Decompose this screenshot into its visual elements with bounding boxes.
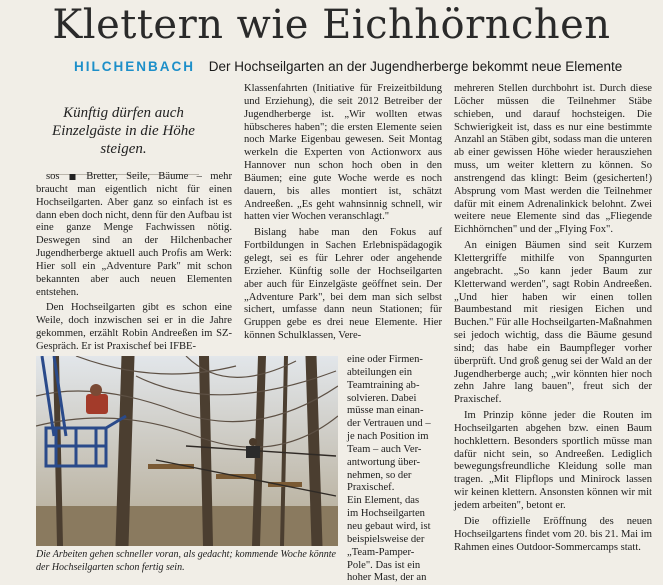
square-bullet-icon bbox=[68, 173, 78, 181]
text-line: im Hochseilgarten bbox=[347, 508, 425, 520]
headline: Klettern wie Eichhörnchen bbox=[52, 2, 611, 48]
subheadline: Der Hochseilgarten an der Jugendherberge bekommt neue Elemente bbox=[208, 59, 623, 74]
article-column-2-narrow bbox=[347, 354, 431, 585]
text-line: Praxischef. bbox=[347, 482, 395, 494]
article-column-3 bbox=[454, 83, 652, 554]
text-line: nehmen, so der bbox=[347, 469, 412, 481]
paragraph: Im Prinzip könne jeder die Routen im Hochseilgarten abgehen bzw. einen Baum hochklettern. Besonders sportlich müsse man dafür nicht sein, so Andreeßen. Lediglich bewegungsfreundliche Kleidung solle man tragen. „Mit Flipflops und Minirock lassen wir keinen klettern. Ansonsten können wir mit jedem arbeiten", betont er. bbox=[454, 410, 652, 511]
text-line: Teamtraining ab- bbox=[347, 379, 420, 391]
text-line: beispielsweise der bbox=[347, 533, 425, 545]
article-column-1 bbox=[36, 171, 232, 354]
text-line: Team – auch Ver- bbox=[347, 443, 422, 455]
kicker bbox=[74, 58, 622, 76]
text-line: „Team-Pamper- bbox=[347, 546, 415, 558]
text-line: müsse man einan- bbox=[347, 405, 424, 417]
pull-quote bbox=[36, 104, 211, 175]
paragraph: Klassenfahrten (Initiative für Freizeitbildung und Erziehung), die seit 2012 Betreiber der Jugendherberge ist. „Wir wollten etwas hübscheres haben"; die ersten Elemente seien noch Marke Eigenbau gewesen. Seit Montag werkeln die Experten von Actionworx aus Hannover nun schon hoch oben in den Bäumen; eine gute Woche werde es noch dauern, bis alles montiert ist, schätzt Andreeßen. „Es geht wahnsinnig schnell, wir hatten vier Wochen veranschlagt." bbox=[244, 83, 442, 223]
text-line: abteilungen ein bbox=[347, 366, 413, 378]
text-line: Ein Element, das bbox=[347, 495, 420, 507]
text-line: Pole". Das ist ein bbox=[347, 559, 421, 571]
article-column-2 bbox=[244, 83, 442, 343]
article-photo bbox=[36, 356, 338, 546]
photo-caption: Die Arbeiten gehen schneller voran, als gedacht; kommende Woche könnte der Hochseilgarten schon fertig sein. bbox=[36, 549, 336, 573]
paragraph: Bislang habe man den Fokus auf Fortbildungen in Sachen Erlebnispädagogik gelegt, sei es für Lehrer oder angehende Erzieher. Künftig solle der Hochseilgarten aber auch für Einzelgäste geöffnet sein. Der „Adventure Park", bei dem man sich selbst sichert, umfasse dann neun Stationen; für Gruppen gebe es drei neue Elemente. Hier können Schulklassen, Vere- bbox=[244, 227, 442, 342]
pull-quote-text: Künftig dürfen auch Einzelgäste in die Höhe steigen. bbox=[52, 105, 195, 157]
text-line: neu gebaut wird, ist bbox=[347, 520, 431, 532]
location-label: HILCHENBACH bbox=[74, 59, 195, 74]
paragraph: An einigen Bäumen sind seit Kurzem Klettergriffe mithilfe von Spanngurten angebracht. „So kann jeder Baum zur Kletterwand werden", sagt Robin Andreeßen. „Und hier haben wir einen tollen Baumbestand mit riesigen Eichen und Buchen." Für alle Hochseilgarten-Maßnahmen sei jedoch wichtig, dass die Bäume gesund sind; das habe ein Baumpfleger vorher überprüft. Und groß genug sei der Wald an der Jugendherberge auch; „wir könnten hier noch zehn Jahre lang bauen", freut sich der Praxischef. bbox=[454, 240, 652, 406]
text-line: hoher Mast, der an bbox=[347, 572, 427, 584]
text-line: eine oder Firmen- bbox=[347, 354, 423, 365]
paragraph: Den Hochseilgarten gibt es schon eine Weile, doch inzwischen sei er in die Jahre gekommen, erzählt Robin Andreeßen im SZ-Gespräch. Er ist Praxischef bei IFBE- bbox=[36, 302, 232, 352]
text-line: der Vertrauen und – bbox=[347, 418, 431, 430]
text-line: antwortung über- bbox=[347, 456, 421, 468]
paragraph: Die offizielle Eröffnung des neuen Hochseilgartens findet vom 20. bis 21. Mai im Rahmen eines Outdoor-Sommercamps statt. bbox=[454, 515, 652, 553]
text-line: je nach Position im bbox=[347, 431, 429, 443]
photo-illustration bbox=[36, 356, 338, 546]
paragraph: Bretter, Seile, Bäume – mehr braucht man eigentlich nicht für einen Hochseilgarten. Aber ganz so einfach ist es dann eben doch nicht, denn für den Aufbau ist eine ganze Menge Fachwissen nötig. Deswegen sind an der Hilchenbacher Jugendherberge aktuell auch Profis am Werk: Hier soll ein „Adventure Park" mit schon bekannten aber auch neuen Elementen entstehen. bbox=[36, 171, 233, 298]
author-tag: sos bbox=[46, 171, 60, 182]
text-line: solvieren. Dabei bbox=[347, 392, 417, 404]
paragraph: mehreren Stellen durchbohrt ist. Durch diese Löcher müssen die Teilnehmer Stäbe schieben, und darauf hochsteigen. Die Schwierigkeit ist, dass es nur eine bestimmte Anzahl an Stäben gibt, sodass man die unteren ab einer gewissen Höhe wieder herausziehen muss, um weiter klettern zu können. So anstrengend das klingt: Beim (gesicherten!) Absprung vom Mast werden die Teilnehmer dafür mit einem Adrenalinkick belohnt. Zwei weitere neue Elemente sind das „Fliegende Eichhörnchen" und der „Flying Fox". bbox=[454, 83, 652, 236]
